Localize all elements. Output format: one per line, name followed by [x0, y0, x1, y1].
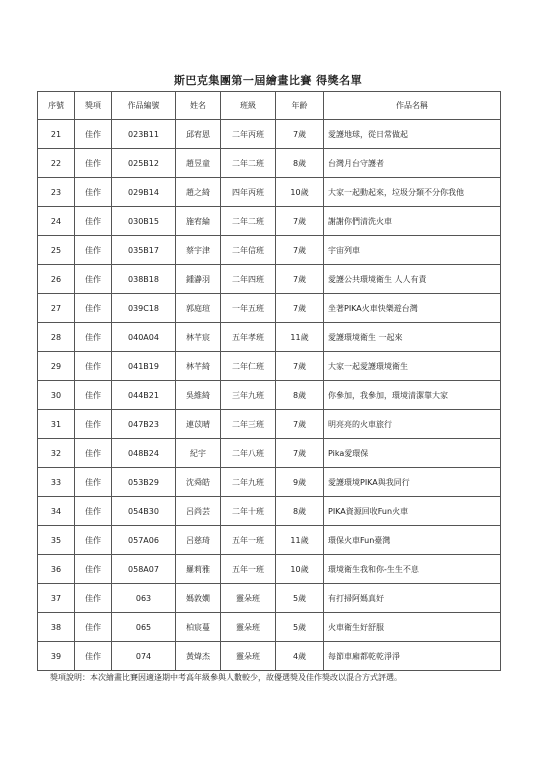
cell-name: 郭庭瑄 — [176, 294, 221, 323]
cell-work-title: 大家一起愛護環境衛生 — [324, 352, 501, 381]
header-age: 年齡 — [276, 92, 324, 120]
award-list-table — [37, 91, 501, 671]
cell-work-title: 愛護地球，從日常做起 — [324, 120, 501, 149]
cell-index: 25 — [38, 236, 75, 265]
cell-award: 佳作 — [75, 613, 112, 642]
cell-work-title: Pika愛環保 — [324, 439, 501, 468]
cell-age: 4歲 — [276, 642, 324, 671]
cell-work-title: 火車衛生好舒服 — [324, 613, 501, 642]
cell-work-title: 愛護環境PIKA與我同行 — [324, 468, 501, 497]
cell-index: 28 — [38, 323, 75, 352]
cell-entry-number: 053B29 — [112, 468, 176, 497]
cell-class: 二年十班 — [221, 497, 276, 526]
table-row — [38, 120, 501, 149]
cell-name: 邱宥恩 — [176, 120, 221, 149]
cell-work-title: 你參加，我參加，環境清潔靠大家 — [324, 381, 501, 410]
table-row — [38, 178, 501, 207]
cell-entry-number: 038B18 — [112, 265, 176, 294]
cell-award: 佳作 — [75, 207, 112, 236]
cell-entry-number: 057A06 — [112, 526, 176, 555]
cell-class: 五年孝班 — [221, 323, 276, 352]
cell-age: 10歲 — [276, 555, 324, 584]
table-row — [38, 410, 501, 439]
cell-work-title: 環境衛生我和你-生生不息 — [324, 555, 501, 584]
cell-entry-number: 041B19 — [112, 352, 176, 381]
cell-class: 二年九班 — [221, 468, 276, 497]
table-row — [38, 526, 501, 555]
cell-work-title: 大家一起動起來，垃圾分類不分你我他 — [324, 178, 501, 207]
header-class: 班級 — [221, 92, 276, 120]
header-work-title: 作品名稱 — [324, 92, 501, 120]
table-row — [38, 352, 501, 381]
header-name: 姓名 — [176, 92, 221, 120]
cell-award: 佳作 — [75, 381, 112, 410]
cell-work-title: 環保火車Fun臺灣 — [324, 526, 501, 555]
header-award: 獎項 — [75, 92, 112, 120]
cell-award: 佳作 — [75, 439, 112, 468]
cell-entry-number: 044B21 — [112, 381, 176, 410]
cell-work-title: 每節車廂都乾乾淨淨 — [324, 642, 501, 671]
cell-class: 一年五班 — [221, 294, 276, 323]
cell-award: 佳作 — [75, 178, 112, 207]
cell-award: 佳作 — [75, 352, 112, 381]
cell-award: 佳作 — [75, 642, 112, 671]
cell-index: 22 — [38, 149, 75, 178]
cell-award: 佳作 — [75, 497, 112, 526]
cell-index: 36 — [38, 555, 75, 584]
table-row — [38, 294, 501, 323]
cell-class: 三年九班 — [221, 381, 276, 410]
cell-work-title: 坐著PIKA火車快樂遊台灣 — [324, 294, 501, 323]
cell-index: 24 — [38, 207, 75, 236]
cell-award: 佳作 — [75, 294, 112, 323]
cell-award: 佳作 — [75, 410, 112, 439]
cell-entry-number: 065 — [112, 613, 176, 642]
cell-class: 四年丙班 — [221, 178, 276, 207]
cell-index: 37 — [38, 584, 75, 613]
cell-work-title: 愛護環境衛生 一起來 — [324, 323, 501, 352]
cell-index: 29 — [38, 352, 75, 381]
cell-award: 佳作 — [75, 236, 112, 265]
cell-index: 23 — [38, 178, 75, 207]
cell-age: 11歲 — [276, 323, 324, 352]
cell-award: 佳作 — [75, 526, 112, 555]
cell-age: 7歲 — [276, 236, 324, 265]
cell-age: 5歲 — [276, 584, 324, 613]
cell-class: 五年一班 — [221, 526, 276, 555]
cell-name: 趙昱童 — [176, 149, 221, 178]
table-row — [38, 149, 501, 178]
cell-age: 10歲 — [276, 178, 324, 207]
cell-index: 38 — [38, 613, 75, 642]
cell-award: 佳作 — [75, 468, 112, 497]
table-row — [38, 381, 501, 410]
cell-index: 35 — [38, 526, 75, 555]
cell-work-title: PIKA資源回收Fun火車 — [324, 497, 501, 526]
award-note: 獎項說明：本次繪畫比賽因適逢期中考高年級參與人數較少，故優選獎及佳作獎改以混合方式評選。 — [50, 673, 402, 682]
cell-work-title: 台灣月台守護者 — [324, 149, 501, 178]
cell-work-title: 明亮亮的火車旅行 — [324, 410, 501, 439]
table-row — [38, 497, 501, 526]
header-entry-number: 作品編號 — [112, 92, 176, 120]
cell-age: 8歲 — [276, 149, 324, 178]
header-index: 序號 — [38, 92, 75, 120]
table-header-row — [38, 92, 501, 120]
cell-age: 5歲 — [276, 613, 324, 642]
cell-index: 39 — [38, 642, 75, 671]
cell-name: 黃煒杰 — [176, 642, 221, 671]
cell-work-title: 謝謝你們清洗火車 — [324, 207, 501, 236]
cell-class: 二年三班 — [221, 410, 276, 439]
cell-name: 林芊綺 — [176, 352, 221, 381]
table-row — [38, 207, 501, 236]
cell-name: 柏宸蔓 — [176, 613, 221, 642]
cell-class: 二年信班 — [221, 236, 276, 265]
cell-name: 施宥綸 — [176, 207, 221, 236]
cell-entry-number: 063 — [112, 584, 176, 613]
cell-entry-number: 030B15 — [112, 207, 176, 236]
table-row — [38, 323, 501, 352]
cell-class: 五年一班 — [221, 555, 276, 584]
cell-entry-number: 058A07 — [112, 555, 176, 584]
cell-name: 趙之綺 — [176, 178, 221, 207]
cell-work-title: 有打掃阿媽真好 — [324, 584, 501, 613]
cell-entry-number: 074 — [112, 642, 176, 671]
cell-name: 羅莉雅 — [176, 555, 221, 584]
cell-class: 二年八班 — [221, 439, 276, 468]
cell-name: 呂尚芸 — [176, 497, 221, 526]
cell-work-title: 愛護公共環境衛生 人人有責 — [324, 265, 501, 294]
cell-award: 佳作 — [75, 149, 112, 178]
cell-age: 8歲 — [276, 381, 324, 410]
cell-index: 21 — [38, 120, 75, 149]
cell-award: 佳作 — [75, 555, 112, 584]
cell-award: 佳作 — [75, 120, 112, 149]
table-row — [38, 468, 501, 497]
cell-age: 7歲 — [276, 294, 324, 323]
cell-name: 媽敦嫺 — [176, 584, 221, 613]
cell-entry-number: 023B11 — [112, 120, 176, 149]
cell-class: 二年二班 — [221, 149, 276, 178]
cell-name: 連苡晴 — [176, 410, 221, 439]
cell-age: 7歲 — [276, 352, 324, 381]
cell-work-title: 宇宙列車 — [324, 236, 501, 265]
table-row — [38, 265, 501, 294]
cell-class: 二年仁班 — [221, 352, 276, 381]
cell-age: 7歲 — [276, 439, 324, 468]
table-row — [38, 236, 501, 265]
cell-entry-number: 035B17 — [112, 236, 176, 265]
cell-entry-number: 039C18 — [112, 294, 176, 323]
cell-entry-number: 048B24 — [112, 439, 176, 468]
table-row — [38, 584, 501, 613]
cell-class: 二年四班 — [221, 265, 276, 294]
cell-age: 9歲 — [276, 468, 324, 497]
cell-entry-number: 054B30 — [112, 497, 176, 526]
cell-index: 27 — [38, 294, 75, 323]
table-row — [38, 555, 501, 584]
cell-class: 二年丙班 — [221, 120, 276, 149]
cell-entry-number: 047B23 — [112, 410, 176, 439]
cell-index: 31 — [38, 410, 75, 439]
cell-index: 30 — [38, 381, 75, 410]
cell-award: 佳作 — [75, 323, 112, 352]
document-title: 斯巴克集團第一屆繪畫比賽 得獎名單 — [173, 74, 363, 87]
cell-name: 呂慈琦 — [176, 526, 221, 555]
cell-class: 二年二班 — [221, 207, 276, 236]
table-row — [38, 613, 501, 642]
table-row — [38, 642, 501, 671]
cell-award: 佳作 — [75, 584, 112, 613]
cell-index: 32 — [38, 439, 75, 468]
cell-award: 佳作 — [75, 265, 112, 294]
cell-name: 鍾瀞羽 — [176, 265, 221, 294]
cell-name: 林芊宸 — [176, 323, 221, 352]
cell-age: 7歲 — [276, 265, 324, 294]
cell-index: 33 — [38, 468, 75, 497]
cell-class: 靈朵班 — [221, 642, 276, 671]
cell-entry-number: 025B12 — [112, 149, 176, 178]
cell-entry-number: 040A04 — [112, 323, 176, 352]
cell-age: 11歲 — [276, 526, 324, 555]
cell-entry-number: 029B14 — [112, 178, 176, 207]
cell-name: 蔡宇津 — [176, 236, 221, 265]
cell-index: 26 — [38, 265, 75, 294]
cell-age: 7歲 — [276, 120, 324, 149]
cell-name: 沈舜皓 — [176, 468, 221, 497]
cell-class: 靈朵班 — [221, 613, 276, 642]
cell-age: 7歲 — [276, 410, 324, 439]
cell-age: 7歲 — [276, 207, 324, 236]
table-row — [38, 439, 501, 468]
cell-age: 8歲 — [276, 497, 324, 526]
cell-index: 34 — [38, 497, 75, 526]
cell-name: 吳維綺 — [176, 381, 221, 410]
cell-name: 紀宇 — [176, 439, 221, 468]
cell-class: 靈朵班 — [221, 584, 276, 613]
